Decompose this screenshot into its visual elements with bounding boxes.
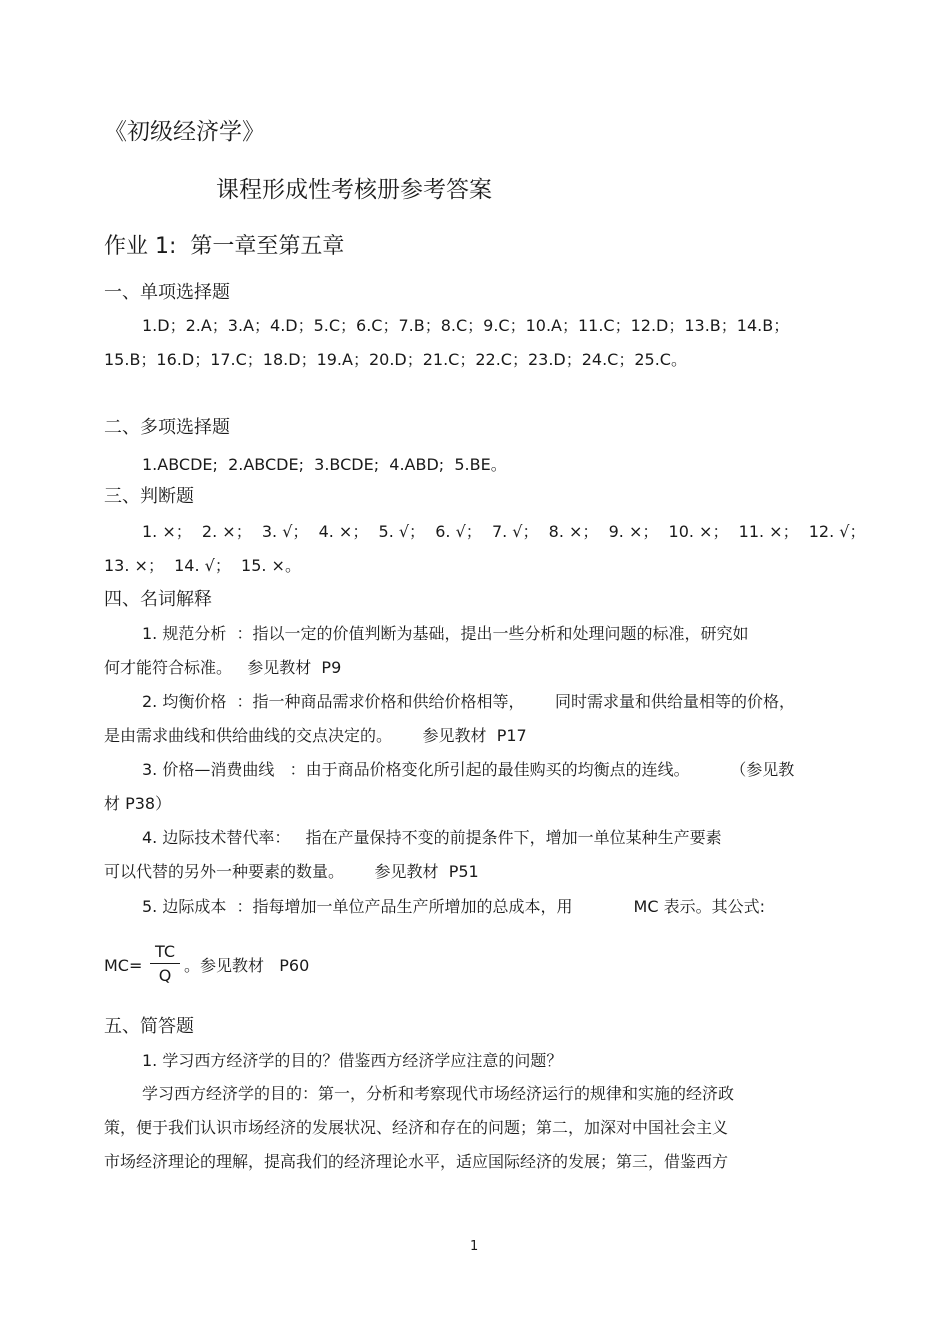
document-title: 《初级经济学》 [104,119,265,145]
paragraph-line: 市场经济理论的理解，提高我们的经济理论水平，适应国际经济的发展；第三，借鉴西方 [104,1152,729,1171]
section-heading-multiple-choice: 二、多项选择题 [104,417,230,438]
question-line: 1. 学习西方经济学的目的？借鉴西方经济学应注意的问题？ [142,1051,563,1070]
answer-line: 13. ×； 14. √； 15. ×。 [104,556,301,575]
formula-fraction [150,944,180,984]
document-subtitle: 课程形成性考核册参考答案 [216,177,492,203]
section-heading-true-false: 三、判断题 [104,486,194,507]
formula-lhs: MC= [104,956,143,975]
page-number: 1 [470,1239,479,1254]
answer-line: 15.B；16.D；17.C；18.D；19.A；20.D；21.C；22.C；23.D；24.C；25.C。 [104,350,687,369]
formula-reference: 。参见教材 P60 [184,956,310,975]
paragraph-line: 1. 规范分析 ：指以一定的价值判断为基础，提出一些分析和处理问题的标准，研究如 [142,624,749,643]
paragraph-line: 策，便于我们认识市场经济的发展状况、经济和存在的问题；第二，加深对中国社会主义 [104,1118,729,1137]
assignment-heading: 作业 1: 第一章至第五章 [104,234,345,259]
paragraph-line: 2. 均衡价格 ：指一种商品需求价格和供给价格相等， 同时需求量和供给量相等的价格， [142,692,796,711]
formula-denominator: Q [158,966,172,985]
formula-numerator: TC [154,942,175,961]
section-heading-terms: 四、名词解释 [104,589,212,610]
paragraph-line: 学习西方经济学的目的：第一，分析和考察现代市场经济运行的规律和实施的经济政 [142,1084,735,1103]
answer-line: 1.D；2.A；3.A；4.D；5.C；6.C；7.B；8.C；9.C；10.A；11.C；12.D；13.B；14.B； [142,316,790,335]
paragraph-line: 可以代替的另外一种要素的数量。 参见教材 P51 [104,862,479,881]
answer-line: 1. ×； 2. ×； 3. √； 4. ×； 5. √； 6. √； 7. √； 8. ×； 9. ×； 10. ×； 11. ×； 12. √； [142,522,866,541]
paragraph-line: 何才能符合标准。 参见教材 P9 [104,658,342,677]
section-heading-short-answer: 五、简答题 [104,1016,194,1037]
answer-line: 1.ABCDE; 2.ABCDE; 3.BCDE; 4.ABD; 5.BE。 [142,455,507,474]
section-heading-single-choice: 一、单项选择题 [104,282,230,303]
paragraph-line: 4. 边际技术替代率： 指在产量保持不变的前提条件下，增加一单位某种生产要素 [142,828,722,847]
paragraph-line: 5. 边际成本 ：指每增加一单位产品生产所增加的总成本，用 MC 表示。其公式: [142,897,766,916]
paragraph-line: 材 P38） [104,794,172,813]
fraction-bar [150,963,180,964]
paragraph-line: 3. 价格—消费曲线 ：由于商品价格变化所引起的最佳购买的均衡点的连线。 （参见教 [142,760,795,779]
paragraph-line: 是由需求曲线和供给曲线的交点决定的。 参见教材 P17 [104,726,527,745]
